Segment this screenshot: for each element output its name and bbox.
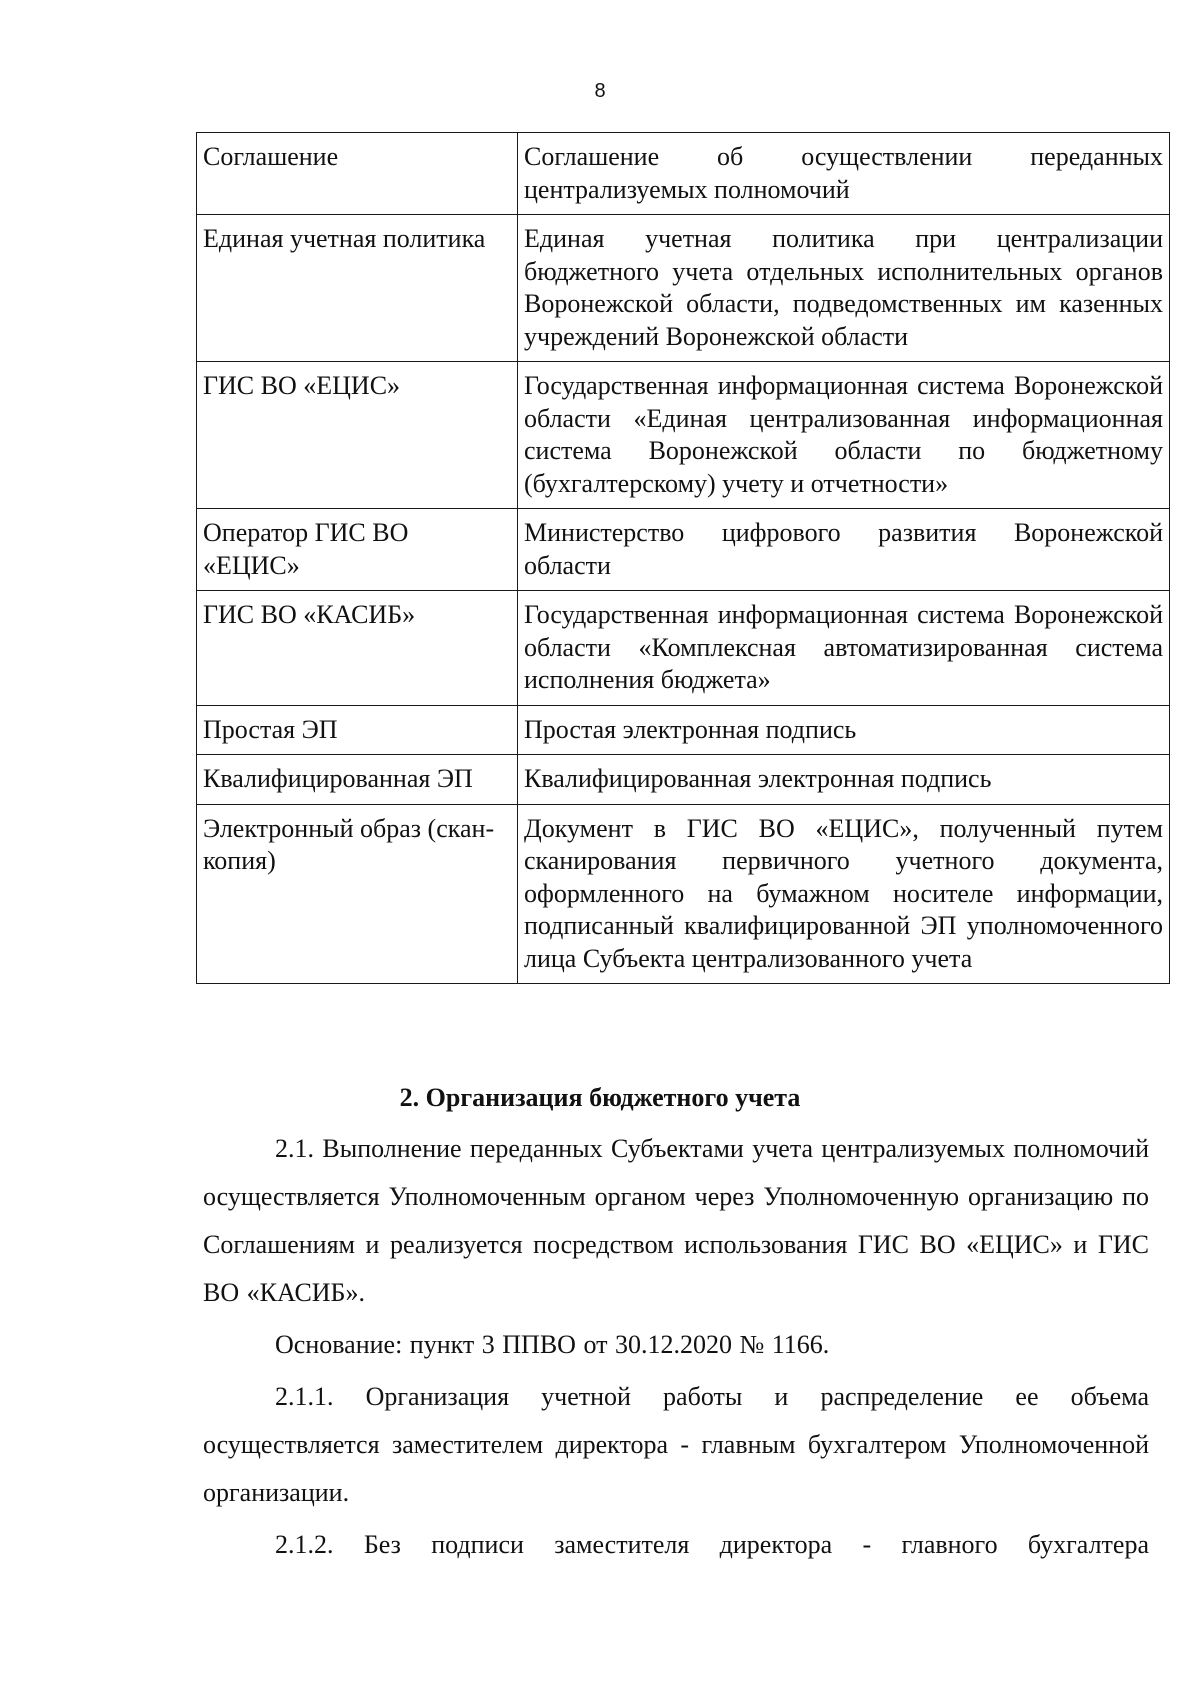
table-row xyxy=(197,215,1170,362)
definition-cell: Государственная информационная система Воронежской области «Комплексная автоматизированная система исполнения бюджета» xyxy=(518,591,1170,706)
definition-cell: Простая электронная подпись xyxy=(518,705,1170,755)
term-cell: Соглашение xyxy=(197,133,518,215)
page-number: 8 xyxy=(594,80,606,102)
term-cell: Квалифицированная ЭП xyxy=(197,755,518,805)
term-cell: ГИС ВО «КАСИБ» xyxy=(197,591,518,706)
definition-cell: Единая учетная политика при централизации бюджетного учета отдельных исполнительных органов Воронежской области, подведомственных им казенных учреждений Воронежской области xyxy=(518,215,1170,362)
table-row xyxy=(197,804,1170,984)
section-body xyxy=(203,1125,1149,1569)
table-row xyxy=(197,133,1170,215)
definition-cell: Соглашение об осуществлении переданных централизуемых полномочий xyxy=(518,133,1170,215)
terms-table xyxy=(196,132,1170,984)
term-cell: Единая учетная политика xyxy=(197,215,518,362)
definition-cell: Документ в ГИС ВО «ЕЦИС», полученный путем сканирования первичного учетного документа, оформленного на бумажном носителе информации, подписанный квалифицированной ЭП уполномоченного лица Субъекта централизованного учета xyxy=(518,804,1170,984)
term-cell: Оператор ГИС ВО «ЕЦИС» xyxy=(197,509,518,591)
definition-cell: Квалифицированная электронная подпись xyxy=(518,755,1170,805)
table-row xyxy=(197,591,1170,706)
table-row xyxy=(197,509,1170,591)
table-row xyxy=(197,755,1170,805)
paragraph: 2.1.2. Без подписи заместителя директора - главного бухгалтера xyxy=(275,1530,1149,1559)
term-cell: Простая ЭП xyxy=(197,705,518,755)
section-title: 2. Организация бюджетного учета xyxy=(399,1083,801,1112)
paragraph: 2.1. Выполнение переданных Субъектами учета централизуемых полномочий осуществляется Уполномоченным органом через Уполномоченную организацию по Соглашениям и реализуется посредством использования ГИС ВО «ЕЦИС» и ГИС ВО «КАСИБ». xyxy=(203,1134,1149,1307)
table-row xyxy=(197,362,1170,509)
paragraph: 2.1.1. Организация учетной работы и распределение ее объема осуществляется заместителем директора - главным бухгалтером Уполномоченной организации. xyxy=(203,1382,1149,1507)
table-row xyxy=(197,705,1170,755)
paragraph: Основание: пункт 3 ППВО от 30.12.2020 № 1166. xyxy=(275,1330,830,1359)
term-cell: Электронный образ (скан-копия) xyxy=(197,804,518,984)
definition-cell: Министерство цифрового развития Воронежской области xyxy=(518,509,1170,591)
definition-cell: Государственная информационная система Воронежской области «Единая централизованная информационная система Воронежской области по бюджетному (бухгалтерскому) учету и отчетности» xyxy=(518,362,1170,509)
term-cell: ГИС ВО «ЕЦИС» xyxy=(197,362,518,509)
